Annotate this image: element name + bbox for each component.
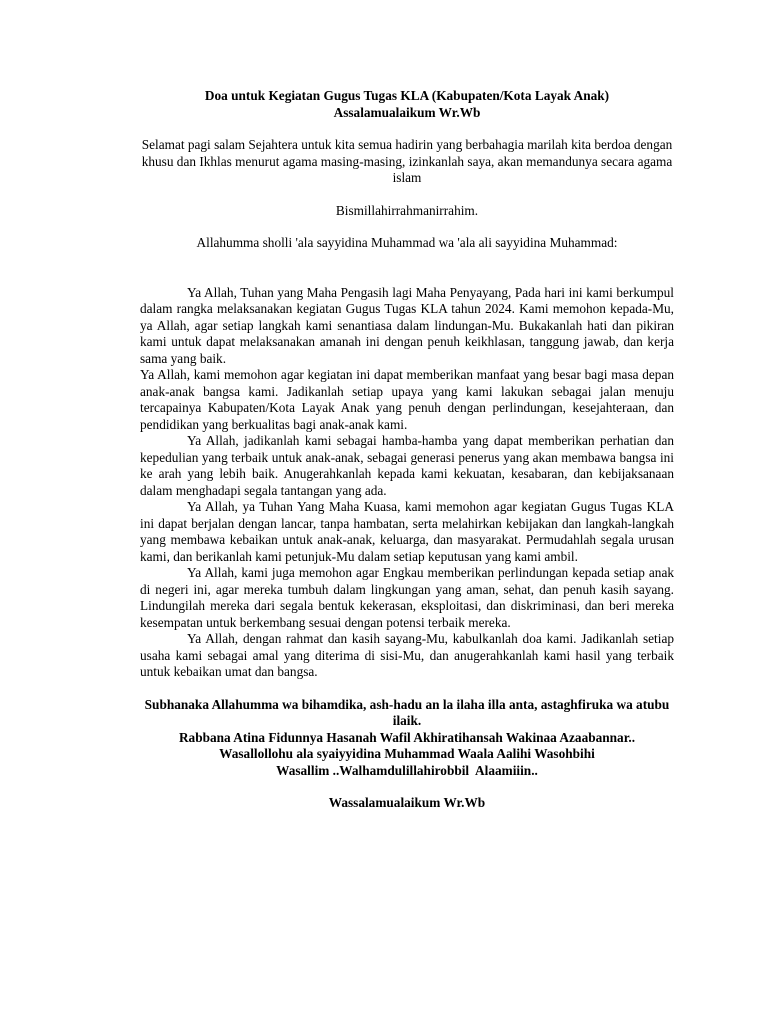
bismillah-line: Bismillahirrahmanirrahim.: [335, 202, 479, 218]
greeting-paragraph: Selamat pagi salam Sejahtera untuk kita semua hadirin yang berbahagia marilah kita berdoa dengan khusu dan Ikhlas menurut agama masing-masing, izinkanlah saya, akan memandunya secara agama islam: [141, 137, 673, 185]
prayer-paragraph-3: Ya Allah, jadikanlah kami sebagai hamba-hamba yang dapat memberikan perhatian dan kepedulian yang terbaik untuk anak-anak, sebagai generasi penerus yang akan membawa bangsa ini ke arah yang lebih baik. Anugerahkanlah kepada kami kekuatan, kesabaran, dan kebijaksanaan dalam menghadapi segala tantangan yang ada.: [140, 433, 674, 498]
prayer-paragraph-6: Ya Allah, dengan rahmat dan kasih sayang-Mu, kabulkanlah doa kami. Jadikanlah setiap usaha kami sebagai amal yang diterima di sisi-Mu, dan anugerahkanlah kami hasil yang terbaik untuk kebaikan umat dan bangsa.: [140, 631, 674, 679]
closing-line-2: Rabbana Atina Fidunnya Hasanah Wafil Akhiratihansah Wakinaa Azaabannar..: [178, 729, 636, 745]
closing-line-4: Wasallim ..Walhamdulillahirobbil Alaamiiin..: [276, 762, 538, 778]
document-body: [140, 88, 674, 812]
opening-salam: Assalamualaikum Wr.Wb: [333, 104, 481, 120]
document-title: Doa untuk Kegiatan Gugus Tugas KLA (Kabupaten/Kota Layak Anak): [204, 88, 610, 103]
prayer-paragraph-1: Ya Allah, Tuhan yang Maha Pengasih lagi Maha Penyayang, Pada hari ini kami berkumpul dalam rangka melaksanakan kegiatan Gugus Tugas KLA tahun 2024. Kami memohon kepada-Mu, ya Allah, agar setiap langkah kami senantiasa dalam lindungan-Mu. Bukakanlah hati dan pikiran kami untuk dapat melaksanakan amanah ini dengan penuh keikhlasan, tanggung jawab, dan kerja sama yang baik.: [140, 284, 674, 366]
prayer-body: [140, 285, 674, 681]
closing-block: [140, 697, 674, 780]
prayer-paragraph-4: Ya Allah, ya Tuhan Yang Maha Kuasa, kami memohon agar kegiatan Gugus Tugas KLA ini dapat berjalan dengan lancar, tanpa hambatan, serta melahirkan kebijakan dan langkah-langkah yang membawa kebaikan untuk anak-anak, keluarga, dan masyarakat. Permudahlah segala urusan kami, dan berikanlah kami petunjuk-Mu dalam setiap keputusan yang kami ambil.: [140, 499, 674, 564]
sholawat-line: Allahumma sholli 'ala sayyidina Muhammad wa 'ala ali sayyidina Muhammad:: [196, 235, 618, 250]
closing-salam: Wassalamualaikum Wr.Wb: [328, 795, 486, 810]
prayer-paragraph-5: Ya Allah, kami juga memohon agar Engkau memberikan perlindungan kepada setiap anak di negeri ini, agar mereka tumbuh dalam lingkungan yang aman, sehat, dan penuh kasih sayang. Lindungilah mereka dari segala bentuk kekerasan, eksploitasi, dan diskriminasi, dan beri mereka kesempatan untuk berkembang sesuai dengan potensi terbaik mereka.: [140, 565, 674, 630]
prayer-paragraph-2: Ya Allah, kami memohon agar kegiatan ini dapat memberikan manfaat yang besar bagi masa depan anak-anak bangsa kami. Jadikanlah setiap upaya yang kami lakukan sebagai jalan menuju tercapainya Kabupaten/Kota Layak Anak yang penuh dengan perlindungan, kesejahteraan, dan pendidikan yang berkualitas bagi anak-anak kami.: [140, 367, 674, 432]
title-block: [140, 88, 674, 121]
closing-line-1: Subhanaka Allahumma wa bihamdika, ash-hadu an la ilaha illa anta, astaghfiruka wa atubu ilaik.: [144, 696, 670, 728]
closing-line-3: Wasallollohu ala syaiyyidina Muhammad Waala Aalihi Wasohbihi: [219, 746, 595, 761]
